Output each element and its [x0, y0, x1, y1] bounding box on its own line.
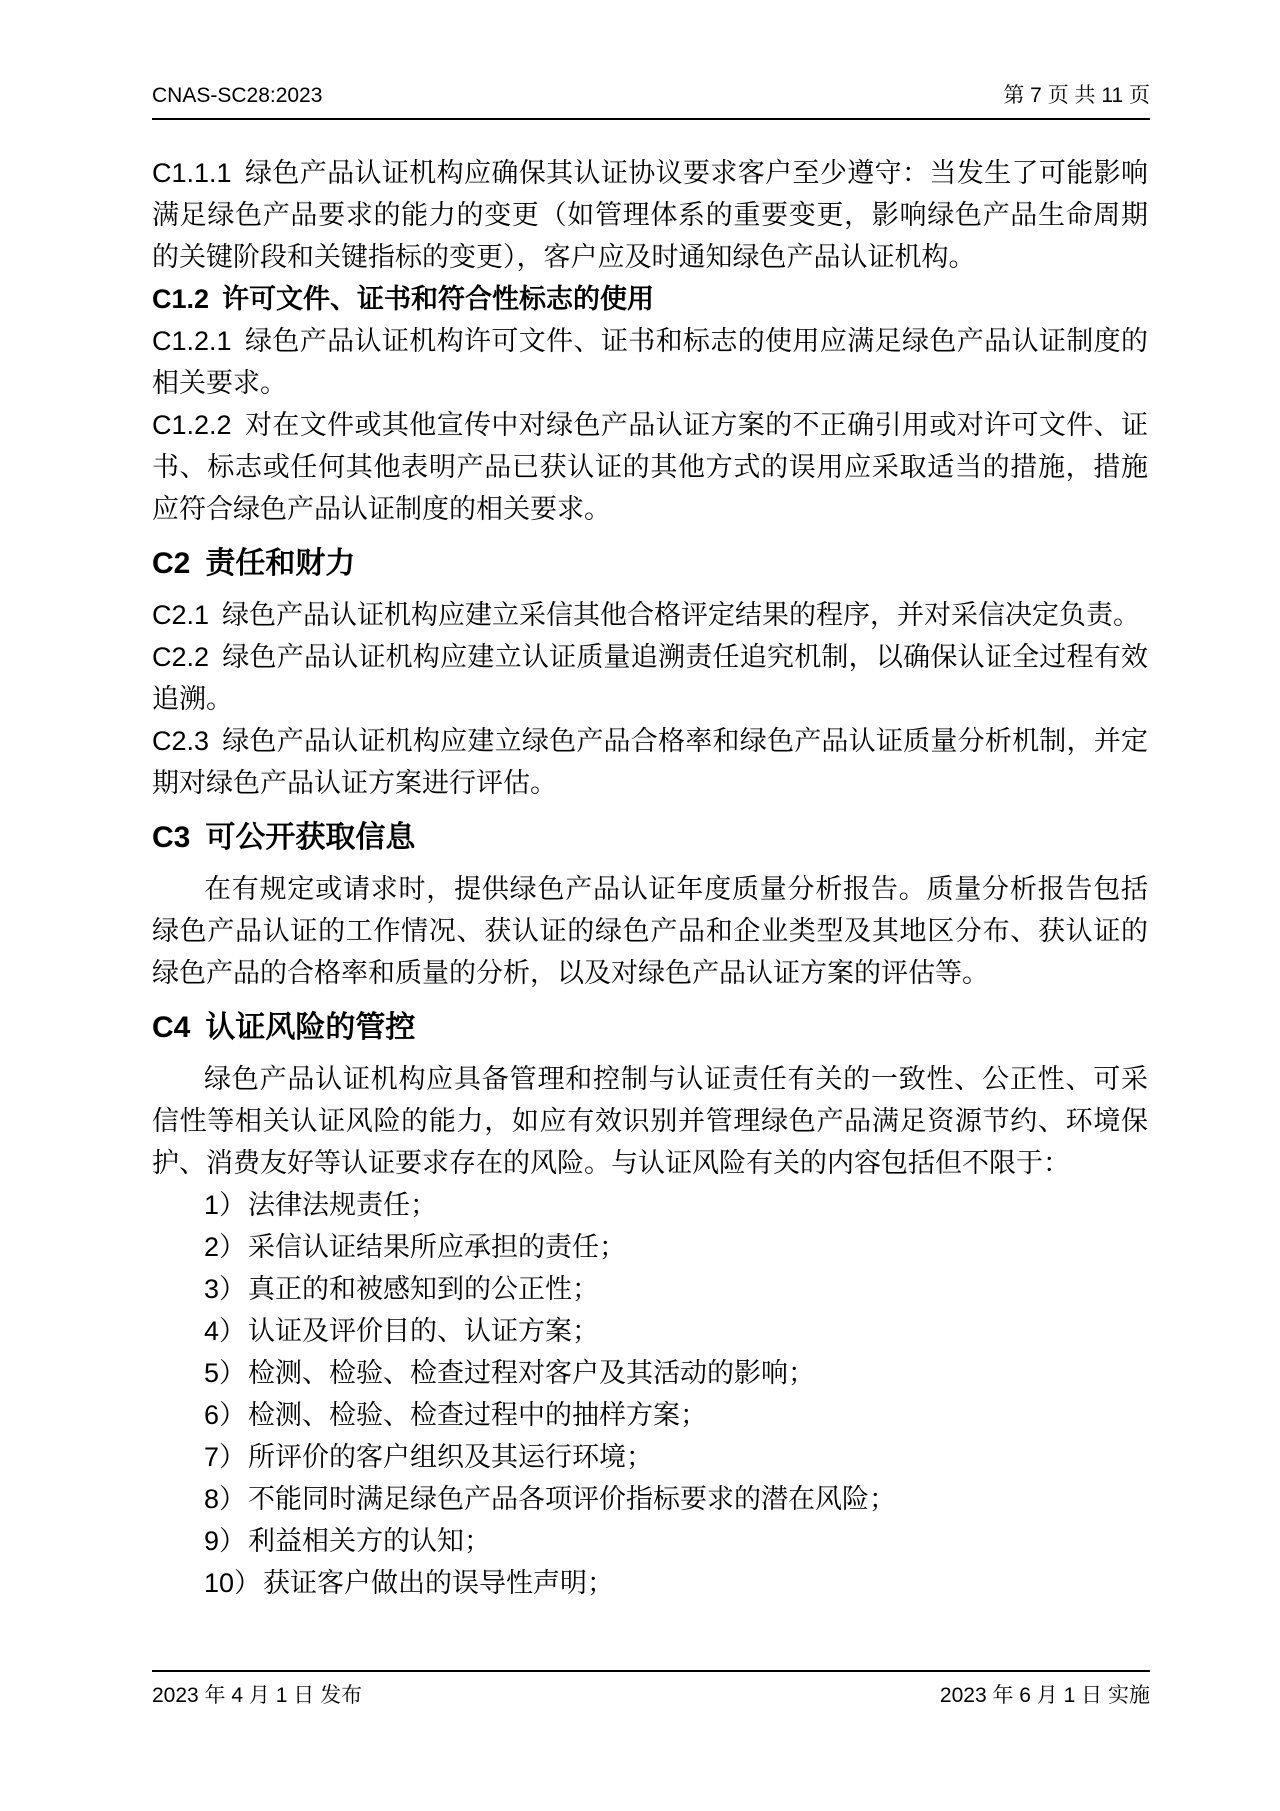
- list-item-text: 不能同时满足绿色产品各项评价指标要求的潜在风险；: [248, 1484, 897, 1514]
- clause-text: 绿色产品认证机构应建立认证质量追溯责任追究机制，以确保认证全过程有效追溯。: [152, 642, 1148, 714]
- clause-number: C1.1.1: [152, 158, 232, 188]
- list-item: [152, 1394, 1148, 1436]
- heading-number: C3: [152, 821, 191, 854]
- clause-text: 绿色产品认证机构应确保其认证协议要求客户至少遵守：当发生了可能影响满足绿色产品要求的能力的变更（如管理体系的重要变更，影响绿色产品生命周期的关键阶段和关键指标的变更），客户应及时通知绿色产品认证机构。: [152, 158, 1148, 272]
- list-item: [152, 1352, 1148, 1394]
- list-item-number: 2）: [204, 1232, 247, 1262]
- heading-text: 认证风险的管控: [205, 1011, 416, 1044]
- clause-text: 绿色产品认证机构许可文件、证书和标志的使用应满足绿色产品认证制度的相关要求。: [152, 326, 1148, 398]
- clause-c2-2: [152, 636, 1148, 720]
- clause-text: 绿色产品认证机构应建立绿色产品合格率和绿色产品认证质量分析机制，并定期对绿色产品认证方案进行评估。: [152, 726, 1148, 798]
- implementation-date: 2023 年 6 月 1 日 实施: [939, 1684, 1150, 1707]
- list-item-text: 法律法规责任；: [248, 1190, 438, 1220]
- heading-number: C4: [152, 1011, 191, 1044]
- clause-text: 对在文件或其他宣传中对绿色产品认证方案的不正确引用或对许可文件、证书、标志或任何其他表明产品已获认证的其他方式的误用应采取适当的措施，措施应符合绿色产品认证制度的相关要求。: [152, 410, 1148, 524]
- page-header: [152, 84, 1150, 120]
- list-item: [152, 1562, 1148, 1604]
- list-item: [152, 1478, 1148, 1520]
- clause-c1-2-1: [152, 320, 1148, 404]
- list-item: [152, 1268, 1148, 1310]
- heading-c2: [152, 542, 1148, 586]
- clause-c1-1-1: [152, 152, 1148, 278]
- clause-number: C1.2.1: [152, 326, 232, 356]
- clause-c2-3: [152, 720, 1148, 804]
- list-item-text: 认证及评价目的、认证方案；: [248, 1316, 600, 1346]
- clause-number: C2.3: [152, 726, 210, 756]
- list-item: [152, 1226, 1148, 1268]
- list-item-number: 4）: [204, 1316, 247, 1346]
- list-item-number: 8）: [204, 1484, 247, 1514]
- list-item-number: 7）: [204, 1442, 247, 1472]
- heading-text: 许可文件、证书和符合性标志的使用: [222, 284, 655, 314]
- list-item-number: 1）: [204, 1190, 247, 1220]
- list-item-text: 真正的和被感知到的公正性；: [248, 1274, 600, 1304]
- list-item-text: 利益相关方的认知；: [248, 1526, 492, 1556]
- paragraph-c3: 在有规定或请求时，提供绿色产品认证年度质量分析报告。质量分析报告包括绿色产品认证的工作情况、获认证的绿色产品和企业类型及其地区分布、获认证的绿色产品的合格率和质量的分析，以及对绿色产品认证方案的评估等。: [152, 874, 1148, 988]
- list-item-number: 6）: [204, 1400, 247, 1430]
- heading-c3: [152, 816, 1148, 860]
- page-footer: [152, 1670, 1150, 1708]
- list-item-text: 所评价的客户组织及其运行环境；: [248, 1442, 654, 1472]
- list-item-number: 5）: [204, 1358, 247, 1388]
- clause-c1-2-2: [152, 404, 1148, 530]
- clause-number: C2.1: [152, 600, 210, 630]
- heading-text: 责任和财力: [205, 547, 356, 580]
- list-item: [152, 1520, 1148, 1562]
- heading-c4: [152, 1006, 1148, 1050]
- list-item: [152, 1436, 1148, 1478]
- clause-number: C2.2: [152, 642, 210, 672]
- heading-number: C2: [152, 547, 191, 580]
- list-item-text: 检测、检验、检查过程对客户及其活动的影响；: [248, 1358, 816, 1388]
- heading-c1-2: [152, 278, 1148, 320]
- list-item-number: 9）: [204, 1526, 247, 1556]
- heading-number: C1.2: [152, 284, 210, 314]
- page-number: 第 7 页 共 11 页: [1003, 84, 1150, 107]
- risk-list: [152, 1184, 1148, 1604]
- list-item: [152, 1184, 1148, 1226]
- document-body: [152, 152, 1148, 1604]
- list-item-text: 检测、检验、检查过程中的抽样方案；: [248, 1400, 708, 1430]
- list-item-text: 采信认证结果所应承担的责任；: [248, 1232, 627, 1262]
- list-item: [152, 1310, 1148, 1352]
- clause-c2-1: [152, 594, 1148, 636]
- list-item-number: 3）: [204, 1274, 247, 1304]
- list-item-number: 10）: [204, 1568, 262, 1598]
- doc-code: CNAS-SC28:2023: [152, 84, 323, 107]
- issue-date: 2023 年 4 月 1 日 发布: [152, 1684, 363, 1707]
- list-item-text: 获证客户做出的误导性声明；: [263, 1568, 615, 1598]
- clause-number: C1.2.2: [152, 410, 232, 440]
- paragraph-c4: 绿色产品认证机构应具备管理和控制与认证责任有关的一致性、公正性、可采信性等相关认证风险的能力，如应有效识别并管理绿色产品满足资源节约、环境保护、消费友好等认证要求存在的风险。与认证风险有关的内容包括但不限于：: [152, 1064, 1148, 1178]
- heading-text: 可公开获取信息: [205, 821, 416, 854]
- clause-text: 绿色产品认证机构应建立采信其他合格评定结果的程序，并对采信决定负责。: [222, 600, 1141, 630]
